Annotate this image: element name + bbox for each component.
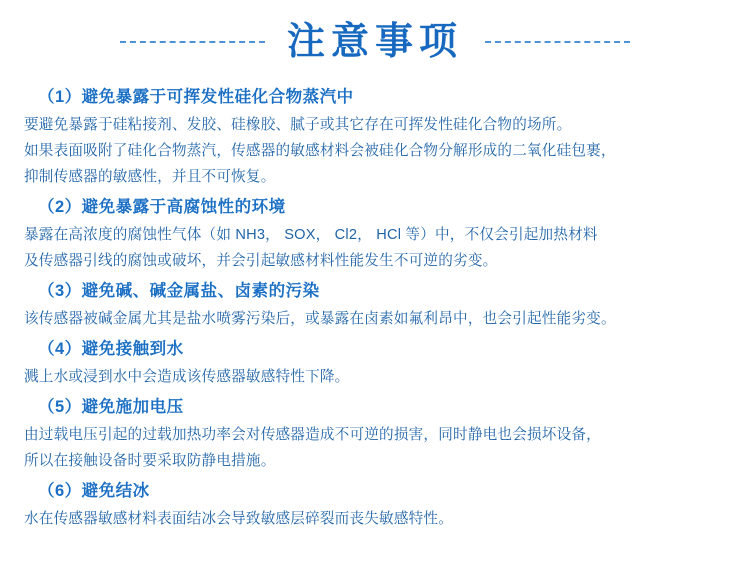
section-body bbox=[24, 222, 726, 274]
section-body bbox=[24, 306, 726, 332]
section-line: 如果表面吸附了硅化合物蒸汽，传感器的敏感材料会被硅化合物分解形成的二氧化硅包裹， bbox=[24, 143, 616, 159]
section-heading: （2）避免暴露于高腐蚀性的环境 bbox=[38, 198, 286, 216]
section-line: 暴露在高浓度的腐蚀性气体（如 NH3， SOX， Cl2， HCl 等）中，不仅会引起加热材料 bbox=[24, 227, 598, 243]
notice-section bbox=[24, 334, 726, 390]
notice-section bbox=[24, 392, 726, 474]
section-line: 溅上水或浸到水中会造成该传感器敏感特性下降。 bbox=[24, 369, 350, 385]
page-header bbox=[0, 0, 750, 78]
section-heading: （6）避免结冰 bbox=[38, 482, 150, 500]
notice-section bbox=[24, 276, 726, 332]
section-line: 由过载电压引起的过载加热功率会对传感器造成不可逆的损害，同时静电也会损坏设备， bbox=[24, 427, 601, 443]
section-line: 该传感器被碱金属尤其是盐水喷雾污染后，或暴露在卤素如氟利昂中，也会引起性能劣变。 bbox=[24, 311, 616, 327]
section-heading: （1）避免暴露于可挥发性硅化合物蒸汽中 bbox=[38, 88, 354, 106]
notice-section bbox=[24, 476, 726, 532]
section-line: 要避免暴露于硅粘接剂、发胶、硅橡胶、腻子或其它存在可挥发性硅化合物的场所。 bbox=[24, 117, 572, 133]
page-title: 注意事项 bbox=[286, 21, 463, 63]
notice-sections bbox=[0, 78, 750, 532]
section-line: 抑制传感器的敏感性，并且不可恢复。 bbox=[24, 169, 276, 185]
header-rule-left bbox=[120, 41, 265, 43]
notice-section bbox=[24, 82, 726, 190]
notice-section bbox=[24, 192, 726, 274]
section-heading: （4）避免接触到水 bbox=[38, 340, 184, 358]
section-heading: （3）避免碱、碱金属盐、卤素的污染 bbox=[38, 282, 320, 300]
header-rule-right bbox=[485, 41, 630, 43]
section-body bbox=[24, 506, 726, 532]
section-line: 及传感器引线的腐蚀或破坏，并会引起敏感材料性能发生不可逆的劣变。 bbox=[24, 253, 498, 269]
section-line: 所以在接触设备时要采取防静电措施。 bbox=[24, 453, 276, 469]
section-heading: （5）避免施加电压 bbox=[38, 398, 184, 416]
section-body bbox=[24, 364, 726, 390]
section-line: 水在传感器敏感材料表面结冰会导致敏感层碎裂而丧失敏感特性。 bbox=[24, 511, 454, 527]
section-body bbox=[24, 112, 726, 190]
section-body bbox=[24, 422, 726, 474]
